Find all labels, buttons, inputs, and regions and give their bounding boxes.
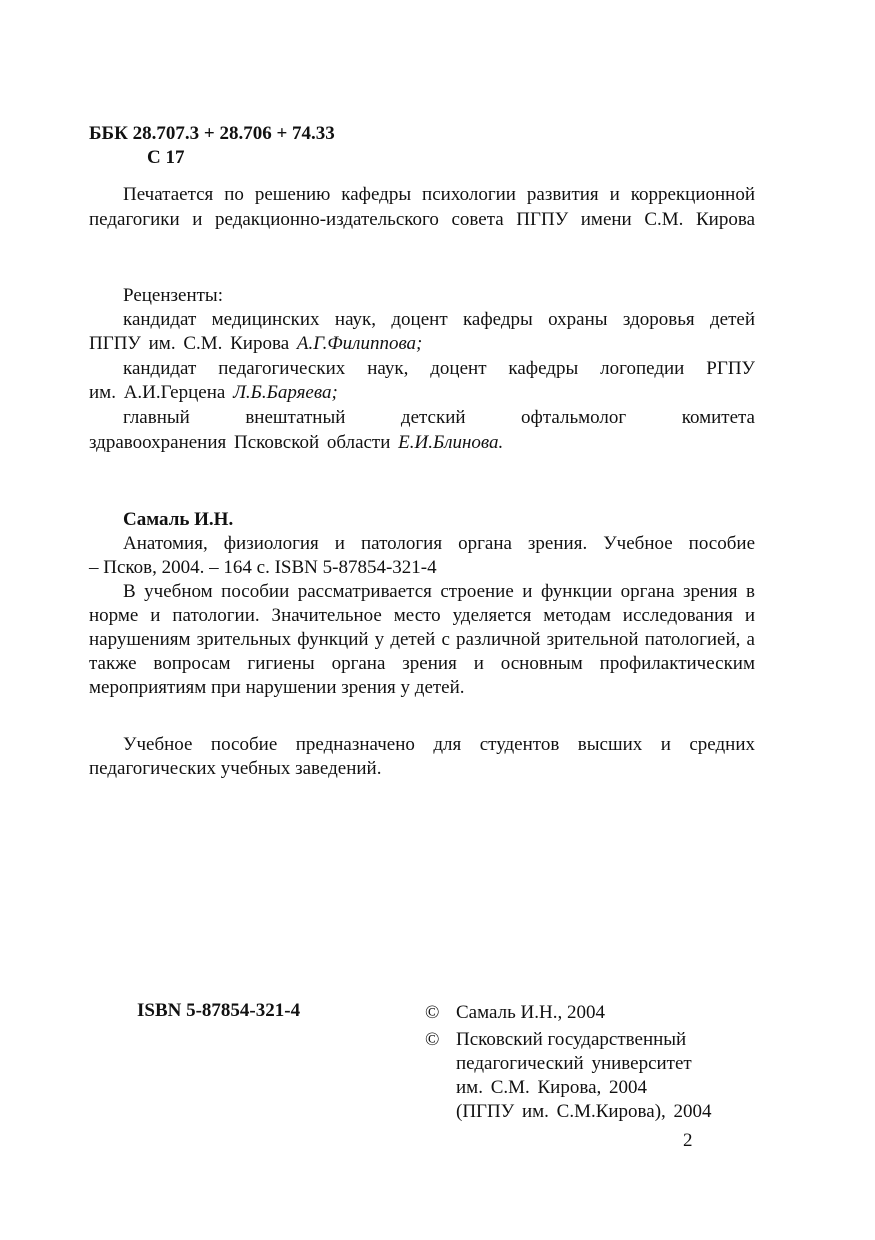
reviewer-1-name: А.Г.Филиппова; [296,333,423,354]
reviewers-heading: Рецензенты: [123,285,223,306]
copyright-icon: © [425,1029,440,1050]
reviewer-3-name: Е.И.Блинова. [398,432,504,453]
copyright-author: Самаль И.Н., 2004 [456,1002,605,1023]
copyright-publisher-line: им. С.М. Кирова, 2004 [456,1077,648,1098]
book-title-line-2: – Псков, 2004. – 164 с. ISBN 5-87854-321-4 [89,557,437,578]
book-title-line-1: Анатомия, физиология и патология органа зрения. Учебное пособие [123,533,755,554]
reviewer-2-affiliation: им. А.И.Герцена [89,382,234,403]
reviewer-2-line-1: кандидат педагогических наук, доцент кафедры логопедии РГПУ [123,358,755,379]
reviewer-3-line-1: главный внештатный детский офтальмолог комитета [123,407,755,428]
reviewer-1-affiliation: ПГПУ им. С.М. Кирова [89,333,297,354]
copyright-publisher-line: Псковский государственный [456,1029,687,1050]
copyright-publisher-line: (ПГПУ им. С.М.Кирова), 2004 [456,1101,712,1122]
book-purpose: Учебное пособие предназначено для студентов высших и средних педагогических учебных заведений. [89,734,755,779]
copyright-publisher [456,1028,756,1124]
reviewer-3-line-2 [89,431,503,455]
copyright-icon: © [425,1002,440,1023]
copyright-publisher-line: педагогический университет [456,1053,692,1074]
reviewer-1-line-1: кандидат медицинских наук, доцент кафедры охраны здоровья детей [123,309,755,330]
reviewer-3-affiliation: здравоохранения Псковской области [89,432,399,453]
bbk-index: ББК 28.707.3 + 28.706 + 74.33 [89,123,335,144]
reviewer-2-name: Л.Б.Баряева; [233,382,338,403]
printing-note-line-1: Печатается по решению кафедры психологии развития и коррекционной [123,184,755,205]
book-annotation: В учебном пособии рассматривается строение и функции органа зрения в норме и патологии. Значительное место уделяется методам исследования и нарушениям зрительных функций у детей с различной зрительной патологией, а также вопросам гигиены органа зрения и основным профилактическим мероприятиям при нарушении зрения у детей. [89,581,755,698]
reviewer-2-line-2 [89,381,338,405]
page-number: 2 [683,1130,693,1151]
footer-isbn: ISBN 5-87854-321-4 [137,1000,301,1021]
author-mark: С 17 [147,147,185,168]
reviewer-1-line-2 [89,332,422,356]
book-author: Самаль И.Н. [123,509,234,530]
printing-note-line-2: педагогики и редакционно-издательского совета ПГПУ имени С.М. Кирова [89,209,755,230]
